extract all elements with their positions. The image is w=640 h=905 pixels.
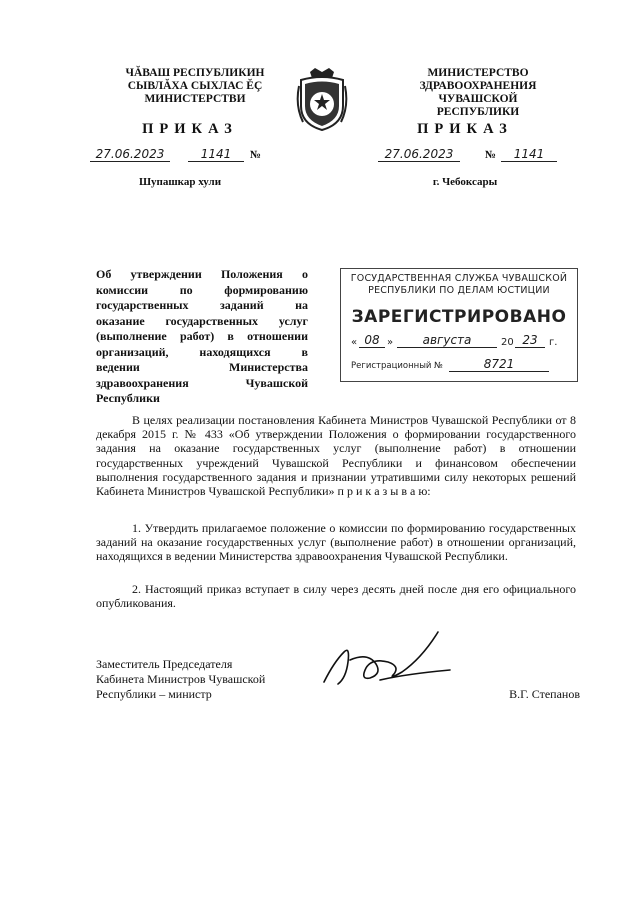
signatory-line: Заместитель Председателя: [96, 657, 233, 671]
stamp-year-suffix: 23: [515, 333, 545, 348]
title-line: оказание государственных услуг: [96, 313, 308, 328]
doc-type-left: ПРИКАЗ: [142, 121, 238, 137]
header-left-ministry: [100, 67, 290, 106]
signatory-position: [96, 657, 316, 702]
stamp-line2: РЕСПУБЛИКИ ПО ДЕЛАМ ЮСТИЦИИ: [368, 285, 550, 296]
right-number: 1141: [501, 147, 557, 162]
preamble-paragraph: В целях реализации постановления Кабинета Министров Чувашской Республики от 8 декабря 2015 г. № 433 «Об утверждении Положения о формировании государственного задания на оказание государственных услуг (выполнение работ) в отношении государственных учреждений Чувашской Республики и финансовом обеспечении выполнения государственного задания и признании утратившими силу некоторых решений Кабинета Министров Чувашской Республики» п р и к а з ы в а ю:: [96, 413, 576, 499]
stamp-reg-row: [351, 357, 567, 375]
header-right-line: МИНИСТЕРСТВО: [427, 67, 529, 79]
stamp-line1: ГОСУДАРСТВЕННАЯ СЛУЖБА ЧУВАШСКОЙ: [350, 273, 568, 284]
left-number: 1141: [188, 147, 244, 162]
title-line: Об утверждении Положения о: [96, 267, 308, 281]
header-right-line: ЗДРАВООХРАНЕНИЯ: [419, 80, 537, 92]
left-city: Шупашкар хули: [138, 176, 222, 188]
title-line: здравоохранения Чувашской: [96, 375, 308, 390]
header-right-ministry: [398, 67, 558, 119]
title-line: организаций, находящихся в: [96, 344, 308, 359]
signatory-line: Республики – министр: [96, 687, 212, 701]
signatory-name: В.Г. Степанов: [509, 687, 580, 701]
title-line: Республики: [96, 391, 160, 405]
stamp-year-prefix: 20: [501, 337, 514, 348]
chuvash-emblem-icon: [295, 66, 349, 134]
handwritten-signature: [310, 622, 460, 702]
order-item-2: 2. Настоящий приказ вступает в силу через десять дней после дня его официального опубликования.: [96, 582, 576, 611]
stamp-reg-label: Регистрационный №: [351, 361, 443, 371]
header-left-line: ЧĂВАШ РЕСПУБЛИКИН: [125, 67, 265, 79]
title-line: (выполнение работ) в отношении: [96, 329, 308, 343]
order-item-1: 1. Утвердить прилагаемое положение о комиссии по формированию государственных заданий на оказание государственных услуг (выполнение работ) в отношении организаций, находящихся в ведении Министерства здравоохранения Чувашской Республики.: [96, 521, 576, 564]
document-title: [96, 267, 308, 407]
stamp-date-row: « 08 » августа 20 23 г.: [351, 333, 558, 348]
signatory-line: Кабинета Министров Чувашской: [96, 672, 266, 686]
header-right-line: ЧУВАШСКОЙ РЕСПУБЛИКИ: [436, 93, 520, 118]
right-date: 27.06.2023: [378, 147, 460, 162]
registration-stamp: [340, 268, 578, 382]
title-line: комиссии по формированию: [96, 282, 308, 297]
right-number-sign: №: [485, 149, 497, 161]
header-left-line: МИНИСТЕРСТВИ: [144, 93, 246, 105]
stamp-reg-number: 8721: [449, 357, 549, 372]
title-line: ведении Министерства: [96, 360, 308, 374]
header-left-line: СЫВЛĂХА СЫХЛАС ĔҪ: [127, 80, 263, 92]
stamp-year-unit: г.: [549, 337, 558, 348]
left-date: 27.06.2023: [90, 147, 170, 162]
left-number-sign: №: [250, 149, 262, 161]
title-line: государственных заданий на: [96, 298, 308, 312]
right-city: г. Чебоксары: [432, 176, 498, 188]
stamp-status: ЗАРЕГИСТРИРОВАНО: [351, 307, 567, 327]
stamp-month: августа: [397, 333, 497, 348]
doc-type-right: ПРИКАЗ: [417, 121, 513, 137]
stamp-day: 08: [359, 333, 385, 348]
